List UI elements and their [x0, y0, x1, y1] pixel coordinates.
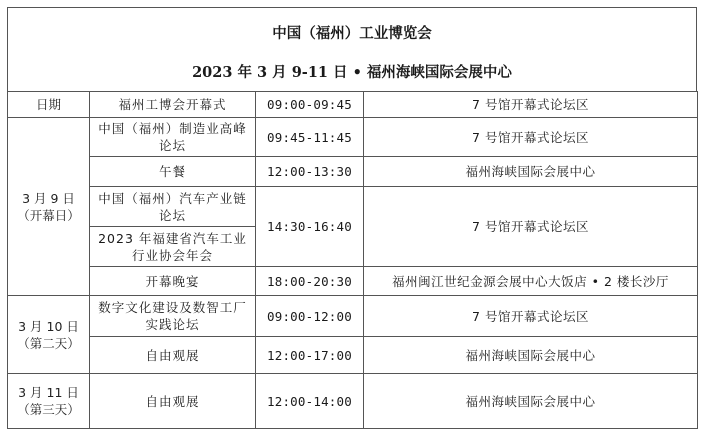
- day-cell: [8, 374, 90, 429]
- schedule-table: [7, 91, 698, 429]
- time-cell: 09:45-11:45: [256, 118, 364, 157]
- venue-cell: 7 号馆开幕式论坛区: [364, 187, 698, 267]
- table-row: [8, 92, 698, 118]
- time-cell: 18:00-20:30: [256, 267, 364, 296]
- venue-cell: 福州闽江世纪金源会展中心大饭店 • 2 楼长沙厅: [364, 267, 698, 296]
- schedule-sheet: [7, 7, 697, 443]
- venue-cell: 福州海峡国际会展中心: [364, 374, 698, 429]
- day-date: 3 月 10 日: [18, 318, 79, 334]
- day-date: 3 月 11 日: [18, 385, 79, 400]
- venue-cell: 7 号馆开幕式论坛区: [364, 296, 698, 337]
- table-row: [8, 337, 698, 374]
- time-cell: 09:00-12:00: [256, 296, 364, 337]
- table-row: [8, 374, 698, 429]
- day-note: （第二天）: [17, 335, 80, 351]
- table-row: [8, 157, 698, 187]
- venue-cell: 7 号馆开幕式论坛区: [364, 92, 698, 118]
- time-cell: 12:00-14:00: [256, 374, 364, 429]
- time-cell: 12:00-13:30: [256, 157, 364, 187]
- table-row: [8, 267, 698, 296]
- time-cell: 14:30-16:40: [256, 187, 364, 267]
- header-date-cell: 日期: [8, 92, 90, 118]
- event-cell: 中国（福州）汽车产业链论坛: [90, 187, 256, 227]
- venue-cell: 福州海峡国际会展中心: [364, 157, 698, 187]
- event-cell: 开幕晚宴: [90, 267, 256, 296]
- event-cell: 中国（福州）制造业高峰论坛: [90, 118, 256, 157]
- time-cell: 09:00-09:45: [256, 92, 364, 118]
- event-cell: 午餐: [90, 157, 256, 187]
- time-cell: 12:00-17:00: [256, 337, 364, 374]
- day-cell: [8, 118, 90, 296]
- day-note: （开幕日）: [17, 207, 80, 223]
- event-cell: 数字文化建设及数智工厂实践论坛: [90, 296, 256, 337]
- event-cell: 自由观展: [90, 374, 256, 429]
- venue-cell: 福州海峡国际会展中心: [364, 337, 698, 374]
- table-row: [8, 296, 698, 337]
- document-title: 中国（福州）工业博览会: [272, 25, 432, 42]
- day-note: （第三天）: [17, 402, 80, 417]
- title-block: [7, 7, 697, 91]
- table-row: [8, 187, 698, 227]
- event-cell: 自由观展: [90, 337, 256, 374]
- event-cell: 福州工博会开幕式: [90, 92, 256, 118]
- document-subtitle: 2023 年 3 月 9-11 日 • 福州海峡国际会展中心: [192, 64, 512, 81]
- day-cell: [8, 296, 90, 374]
- event-cell: 2023 年福建省汽车工业行业协会年会: [90, 227, 256, 267]
- venue-cell: 7 号馆开幕式论坛区: [364, 118, 698, 157]
- day-date: 3 月 9 日: [22, 190, 75, 206]
- table-row: [8, 118, 698, 157]
